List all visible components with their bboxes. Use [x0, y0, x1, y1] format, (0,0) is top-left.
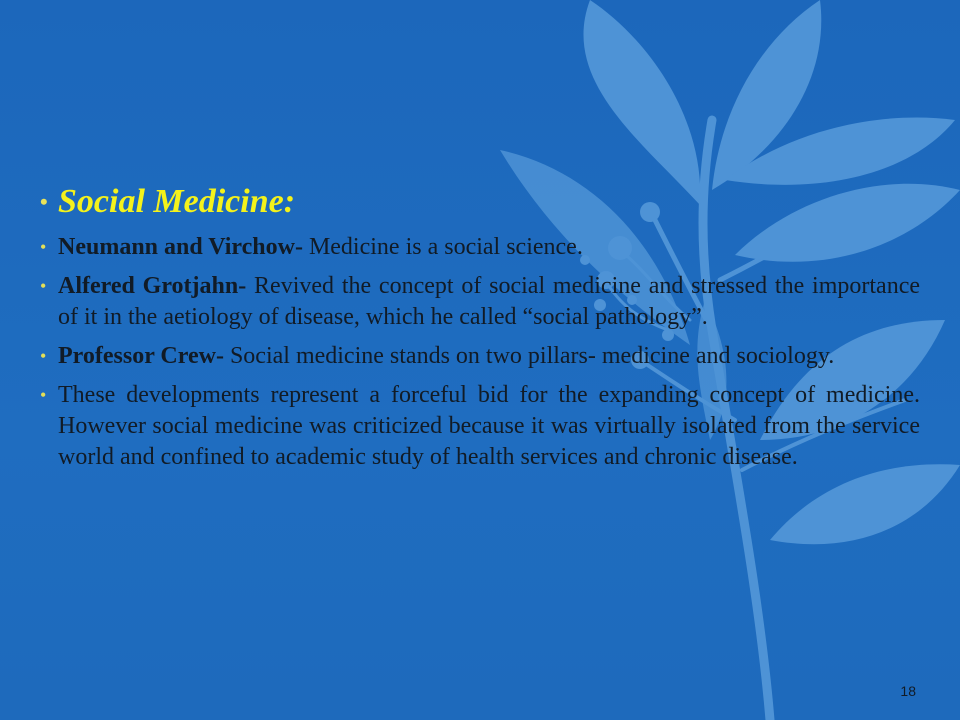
page-number: 18	[900, 683, 916, 699]
slide-heading	[40, 182, 920, 222]
list-item	[40, 341, 920, 372]
item-lead: Neumann and Virchow-	[58, 234, 303, 260]
item-text: These developments represent a forceful bid for the expanding concept of medicine. However social medicine was criticized because it was virtually isolated from the service world and confined to academic study of health services and chronic disease.	[58, 382, 920, 470]
bullet-icon: •	[40, 237, 47, 257]
bullet-icon: •	[40, 346, 47, 366]
list-item	[40, 271, 920, 333]
heading-text: Social Medicine:	[58, 183, 296, 220]
list-item	[40, 380, 920, 473]
bullet-icon: •	[40, 276, 47, 296]
list-item	[40, 232, 920, 263]
item-text: Social medicine stands on two pillars- medicine and sociology.	[223, 343, 835, 369]
bullet-icon: •	[40, 189, 48, 214]
item-lead: Professor Crew-	[58, 343, 224, 369]
item-lead: Alfered Grotjahn-	[58, 273, 247, 299]
item-text: Medicine is a social science.	[302, 234, 583, 260]
bullet-icon: •	[40, 385, 47, 405]
slide-content	[40, 182, 920, 481]
item-text: Revived the concept of social medicine and stressed the importance of it in the aetiology of disease, which he called “social pathology”.	[58, 273, 921, 330]
